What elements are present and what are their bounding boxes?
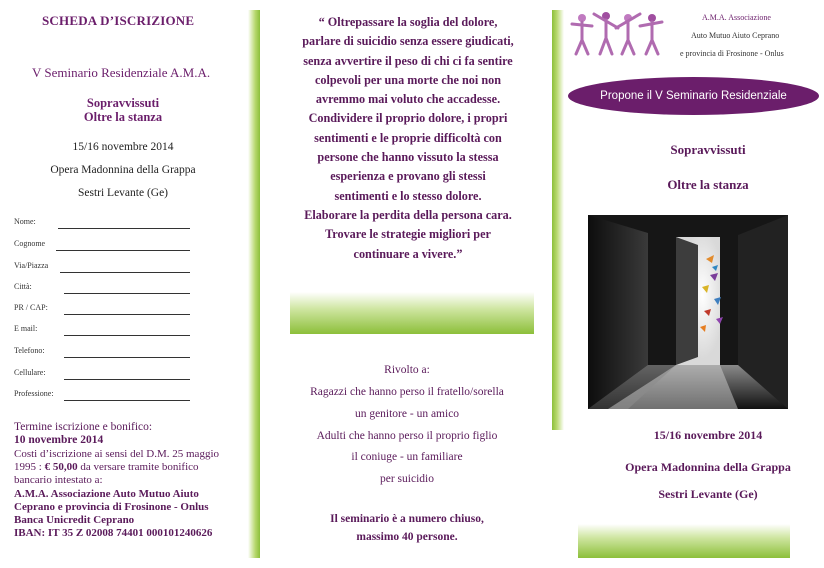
cover-title1: Sopravvissuti bbox=[670, 142, 746, 157]
field-label: Via/Piazza bbox=[14, 261, 49, 270]
field-line[interactable] bbox=[64, 314, 190, 315]
surname-field[interactable] bbox=[14, 239, 190, 251]
email-field[interactable] bbox=[14, 324, 190, 336]
form-subtitle-line1: Sopravvissuti bbox=[86, 96, 160, 110]
field-label: Cellulare: bbox=[14, 368, 46, 377]
audience-line: per suicidio bbox=[380, 473, 434, 485]
quote-line: sentimenti e lo stesso dolore. bbox=[334, 188, 482, 203]
green-bar bbox=[578, 524, 790, 558]
form-subtitle-line2: Oltre la stanza bbox=[83, 110, 163, 124]
field-line[interactable] bbox=[64, 335, 190, 336]
cost-suffix: da versare tramite bonifico bbox=[77, 461, 199, 473]
audience-line: Ragazzi che hanno perso il fratello/sorella bbox=[310, 386, 504, 398]
cover-date: 15/16 novembre 2014 bbox=[653, 428, 763, 442]
quote-line: Elaborare la perdita della persona cara. bbox=[304, 207, 512, 222]
cover-panel bbox=[552, 0, 824, 568]
registration-panel bbox=[0, 0, 262, 568]
deadline-label: Termine iscrizione e bonifico: bbox=[14, 421, 153, 433]
street-field[interactable] bbox=[14, 261, 190, 273]
cover-city: Sestri Levante (Ge) bbox=[658, 487, 758, 501]
audience-heading: Rivolto a: bbox=[384, 364, 430, 376]
quote-block bbox=[280, 13, 536, 264]
name-field[interactable] bbox=[14, 217, 190, 229]
form-seminar-name: V Seminario Residenziale A.M.A. bbox=[32, 65, 211, 80]
field-label: Nome: bbox=[14, 217, 36, 226]
closing-line2: massimo 40 persone. bbox=[356, 531, 458, 543]
assoc-line2: Auto Mutuo Aiuto Ceprano bbox=[691, 31, 780, 40]
cost-line3: bancario intestato a: bbox=[14, 474, 103, 486]
field-label: Cognome bbox=[14, 239, 46, 248]
field-line[interactable] bbox=[58, 228, 190, 229]
cost-line2 bbox=[14, 461, 199, 473]
quote-line: colpevoli per una morte che noi non bbox=[315, 72, 501, 87]
city-field[interactable] bbox=[14, 282, 190, 294]
cover-title2: Oltre la stanza bbox=[667, 177, 749, 192]
green-divider-stripe bbox=[552, 10, 564, 430]
deadline-date: 10 novembre 2014 bbox=[14, 434, 104, 446]
green-divider-stripe bbox=[248, 10, 260, 558]
ama-logo-icon bbox=[568, 10, 664, 56]
cost-line1: Costi d’iscrizione ai sensi del D.M. 25 maggio bbox=[14, 448, 219, 460]
bank-line1: A.M.A. Associazione Auto Mutuo Aiuto bbox=[14, 488, 199, 500]
quote-line: sentimenti e le proprie difficoltà con bbox=[314, 130, 502, 145]
quote-line: “ Oltrepassare la soglia del dolore, bbox=[318, 15, 498, 29]
assoc-name: A.M.A. Associazione bbox=[702, 13, 771, 22]
field-label: Città: bbox=[14, 282, 32, 291]
closing-line1: Il seminario è a numero chiuso, bbox=[330, 513, 484, 525]
bank-line3: Banca Unicredit Ceprano bbox=[14, 514, 135, 526]
form-title: SCHEDA D’ISCRIZIONE bbox=[42, 13, 195, 28]
bank-details bbox=[14, 488, 212, 540]
form-city: Sestri Levante (Ge) bbox=[77, 187, 169, 199]
quote-line: avremmo mai voluto che accadesse. bbox=[315, 92, 501, 107]
form-venue: Opera Madonnina della Grappa bbox=[50, 164, 196, 176]
quote-panel bbox=[262, 0, 552, 568]
cover-venue: Opera Madonnina della Grappa bbox=[625, 460, 791, 474]
quote-line: continuare a vivere.” bbox=[353, 246, 463, 261]
profession-field[interactable] bbox=[14, 389, 190, 401]
field-label: E mail: bbox=[14, 324, 38, 333]
field-label: Telefono: bbox=[14, 346, 45, 355]
cost-amount: € 50,00 bbox=[44, 461, 78, 473]
audience-line: Adulti che hanno perso il proprio figlio bbox=[316, 430, 498, 442]
postcode-field[interactable] bbox=[14, 303, 190, 315]
field-line[interactable] bbox=[64, 400, 190, 401]
field-label: Professione: bbox=[14, 389, 54, 398]
assoc-line3: e provincia di Frosinone - Onlus bbox=[680, 49, 784, 58]
field-line[interactable] bbox=[64, 293, 190, 294]
field-line[interactable] bbox=[56, 250, 190, 251]
form-date: 15/16 novembre 2014 bbox=[72, 141, 174, 153]
audience-line: il coniuge - un familiare bbox=[351, 451, 463, 463]
quote-line: Trovare le strategie migliori per bbox=[325, 227, 491, 242]
quote-line: esperienza e provano gli stessi bbox=[330, 169, 486, 184]
cost-prefix: 1995 : bbox=[14, 461, 45, 473]
bank-line2: Ceprano e provincia di Frosinone - Onlus bbox=[14, 501, 209, 513]
banner-pill bbox=[568, 77, 819, 115]
open-door-photo bbox=[588, 215, 788, 409]
iban: IBAN: IT 35 Z 02008 74401 000101240626 bbox=[14, 527, 213, 539]
quote-line: senza avvertire il peso di chi ci fa sentire bbox=[303, 53, 513, 68]
mobile-field[interactable] bbox=[14, 368, 190, 380]
field-line[interactable] bbox=[60, 272, 190, 273]
banner-text: Propone il V Seminario Residenziale bbox=[600, 90, 787, 102]
field-label: PR / CAP: bbox=[14, 303, 48, 312]
quote-line: parlare di suicidio senza essere giudicati, bbox=[302, 34, 514, 49]
audience-line: un genitore - un amico bbox=[354, 408, 460, 420]
quote-line: persone che hanno vissuto la stessa bbox=[317, 150, 499, 165]
field-line[interactable] bbox=[64, 357, 190, 358]
field-line[interactable] bbox=[64, 379, 190, 380]
quote-line: Condividere il proprio dolore, i propri bbox=[308, 111, 508, 126]
green-bar bbox=[290, 292, 534, 334]
phone-field[interactable] bbox=[14, 346, 190, 358]
